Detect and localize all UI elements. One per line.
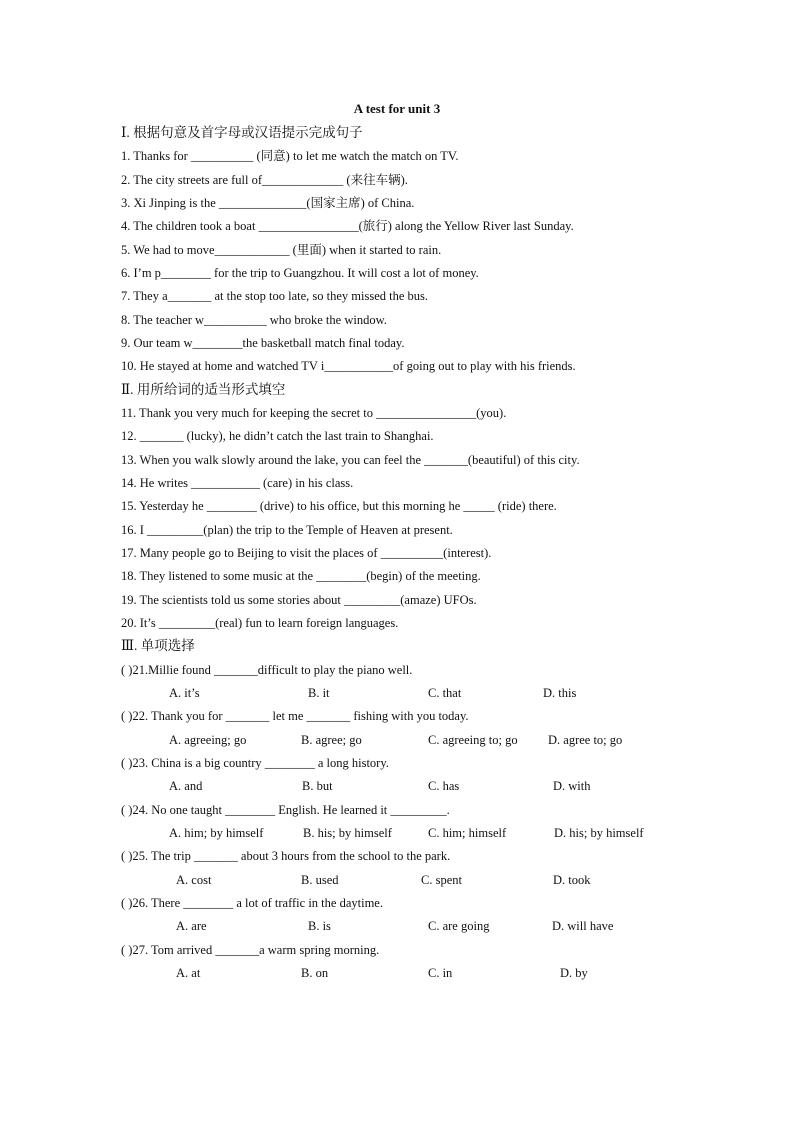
option-c: C. in [428, 966, 453, 980]
option-c: C. are going [428, 919, 490, 933]
question-5: 5. We had to move____________ (里面) when it started to rain. [121, 243, 442, 257]
option-c: C. that [428, 686, 462, 700]
option-c: C. spent [421, 873, 462, 887]
question-18: 18. They listened to some music at the ________(begin) of the meeting. [121, 569, 481, 583]
option-b: B. his; by himself [303, 826, 392, 840]
option-a: A. cost [176, 873, 212, 887]
option-b: B. used [301, 873, 339, 887]
question-20: 20. It’s _________(real) fun to learn foreign languages. [121, 616, 399, 630]
option-c: C. him; himself [428, 826, 507, 840]
question-6: 6. I’m p________ for the trip to Guangzhou. It will cost a lot of money. [121, 266, 479, 280]
question-16: 16. I _________(plan) the trip to the Temple of Heaven at present. [121, 523, 453, 537]
option-a: A. and [169, 779, 203, 793]
question-10: 10. He stayed at home and watched TV i___________of going out to play with his friends. [121, 359, 576, 373]
question-12: 12. _______ (lucky), he didn’t catch the last train to Shanghai. [121, 429, 434, 443]
option-a: A. at [176, 966, 201, 980]
option-a: A. it’s [169, 686, 200, 700]
options-27 [0, 964, 794, 982]
option-a: A. are [176, 919, 207, 933]
option-d: D. by [560, 966, 588, 980]
question-11: 11. Thank you very much for keeping the secret to ________________(you). [121, 406, 507, 420]
question-9: 9. Our team w________the basketball match final today. [121, 336, 405, 350]
question-14: 14. He writes ___________ (care) in his class. [121, 476, 354, 490]
options-25 [0, 871, 794, 889]
options-22 [0, 731, 794, 749]
question-13: 13. When you walk slowly around the lake, you can feel the _______(beautiful) of this city. [121, 453, 580, 467]
section-heading-2: Ⅱ. 用所给词的适当形式填空 [121, 382, 286, 397]
question-2: 2. The city streets are full of_____________ (来往车辆). [121, 173, 408, 187]
question-22: ( )22. Thank you for _______ let me _______ fishing with you today. [121, 709, 469, 723]
options-26 [0, 917, 794, 935]
option-a: A. agreeing; go [169, 733, 247, 747]
section-heading-3: Ⅲ. 单项选择 [121, 638, 195, 653]
option-d: D. took [553, 873, 591, 887]
question-7: 7. They a_______ at the stop too late, so they missed the bus. [121, 289, 429, 303]
question-27: ( )27. Tom arrived _______a warm spring morning. [121, 943, 380, 957]
page-title: A test for unit 3 [353, 101, 441, 116]
option-c: C. agreeing to; go [428, 733, 518, 747]
option-d: D. his; by himself [554, 826, 644, 840]
section-heading-1: Ⅰ. 根据句意及首字母或汉语提示完成句子 [121, 125, 363, 140]
question-25: ( )25. The trip _______ about 3 hours from the school to the park. [121, 849, 451, 863]
option-d: D. this [543, 686, 577, 700]
question-1: 1. Thanks for __________ (同意) to let me watch the match on TV. [121, 149, 459, 163]
question-24: ( )24. No one taught ________ English. He learned it _________. [121, 803, 450, 817]
option-b: B. but [302, 779, 333, 793]
question-21: ( )21.Millie found _______difficult to play the piano well. [121, 663, 413, 677]
options-21 [0, 684, 794, 702]
option-b: B. is [308, 919, 331, 933]
option-d: D. agree to; go [548, 733, 623, 747]
question-17: 17. Many people go to Beijing to visit the places of __________(interest). [121, 546, 492, 560]
question-19: 19. The scientists told us some stories about _________(amaze) UFOs. [121, 593, 477, 607]
question-26: ( )26. There ________ a lot of traffic in the daytime. [121, 896, 383, 910]
options-24 [0, 824, 794, 842]
question-8: 8. The teacher w__________ who broke the window. [121, 313, 387, 327]
option-b: B. agree; go [301, 733, 362, 747]
question-4: 4. The children took a boat ________________(旅行) along the Yellow River last Sunday. [121, 219, 574, 233]
question-15: 15. Yesterday he ________ (drive) to his office, but this morning he _____ (ride) there. [121, 499, 557, 513]
option-b: B. it [308, 686, 330, 700]
option-a: A. him; by himself [169, 826, 264, 840]
option-d: D. with [553, 779, 591, 793]
question-23: ( )23. China is a big country ________ a long history. [121, 756, 389, 770]
option-b: B. on [301, 966, 329, 980]
question-3: 3. Xi Jinping is the ______________(国家主席) of China. [121, 196, 415, 210]
option-c: C. has [428, 779, 460, 793]
options-23 [0, 777, 794, 795]
option-d: D. will have [552, 919, 614, 933]
